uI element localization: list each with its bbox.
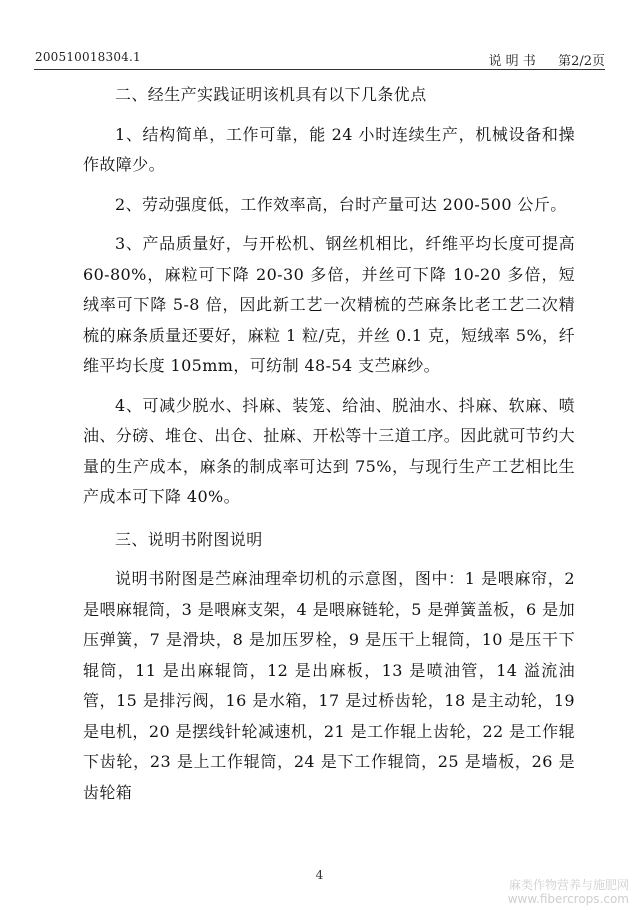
advantage-item-1: 1、结构简单，工作可靠，能 24 小时连续生产，机械设备和操作故障少。 <box>83 124 575 174</box>
watermark-site-name: 麻类作物营养与施肥网 <box>508 878 629 892</box>
advantage-item-2: 2、劳动强度低，工作效率高，台时产量可达 200-500 公斤。 <box>115 194 567 214</box>
header-doc-info <box>489 50 605 69</box>
page-indicator: 第2/2页 <box>558 54 605 69</box>
section-heading-advantages: 二、经生产实践证明该机具有以下几条优点 <box>115 85 427 104</box>
document-body <box>83 80 575 808</box>
advantage-item-4: 4、可减少脱水、抖麻、装笼、给油、脱油水、抖麻、软麻、喷油、分磅、堆仓、出仓、扯麻、开松等十三道工序。因此就可节约大量的生产成本，麻条的制成率可达到 75%，与现行生产工艺相比生产成本可下降 40%。 <box>83 395 576 506</box>
page-number: 4 <box>315 868 324 882</box>
document-type-label: 说 明 书 <box>488 54 536 69</box>
section-heading-figure: 三、说明书附图说明 <box>115 529 263 549</box>
figure-description: 说明书附图是苎麻油理牵切机的示意图，图中：1 是喂麻帘，2 是喂麻辊筒，3 是喂麻支架，4 是喂麻链轮，5 是弹簧盖板，6 是加压弹簧，7 是滑块，8 是加压罗栓，9 是压干上辊筒，10 是压干下辊筒，11 是出麻辊筒，12 是出麻板，13 是喷油管，14 溢流油管，15 是排污阀，16 是水箱，17 是过桥齿轮，18 是主动轮，19 是电机，20 是摆线针轮减速机，21 是工作辊上齿轮，22 是工作辊下齿轮，23 是上工作辊筒，24 是下工作辊筒，25 是墙板，26 是齿轮箱 <box>83 569 575 802</box>
advantage-item-3: 3、产品质量好，与开松机、钢丝机相比，纤维平均长度可提高 60-80%，麻粒可下降 20-30 多倍，并丝可下降 10-20 多倍，短绒率可下降 5-8 倍，因此新工艺一次精梳的苎麻条比老工艺二次精梳的麻条质量还要好，麻粒 1 粒/克，并丝 0.1 克，短绒率 5%，纤维平均长度 105mm，可纺制 48-54 支苎麻纱。 <box>83 234 575 375</box>
patent-application-number: 200510018304.1 <box>35 50 141 64</box>
header-divider <box>34 69 605 70</box>
watermark-url: www.fibercrops.com <box>507 892 629 906</box>
site-watermark <box>508 878 629 906</box>
